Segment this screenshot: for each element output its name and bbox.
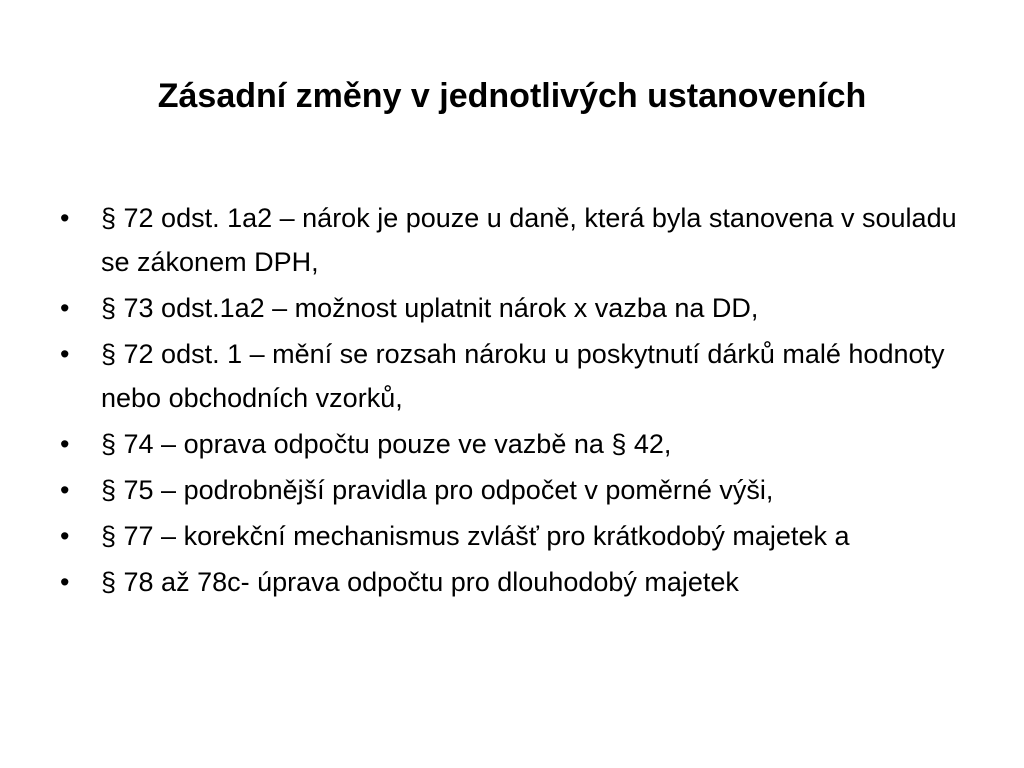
bullet-icon: • <box>60 429 70 459</box>
bullet-item <box>60 514 980 558</box>
bullet-icon: • <box>60 567 70 597</box>
bullet-item <box>60 422 980 466</box>
bullet-text: § 72 odst. 1a2 – nárok je pouze u daně, která byla stanovena v souladu se zákonem DPH, <box>101 203 957 277</box>
bullet-text: § 74 – oprava odpočtu pouze ve vazbě na § 42, <box>101 429 672 459</box>
slide-title: Zásadní změny v jednotlivých ustanoveních <box>157 77 867 115</box>
bullet-list <box>60 196 980 606</box>
bullet-text: § 77 – korekční mechanismus zvlášť pro krátkodobý majetek a <box>101 521 850 551</box>
bullet-icon: • <box>60 475 70 505</box>
bullet-icon: • <box>60 293 70 323</box>
bullet-icon: • <box>60 339 70 369</box>
bullet-item <box>60 286 980 330</box>
bullet-item <box>60 468 980 512</box>
bullet-icon: • <box>60 203 70 233</box>
bullet-text: § 78 až 78c- úprava odpočtu pro dlouhodobý majetek <box>101 567 739 597</box>
bullet-text: § 73 odst.1a2 – možnost uplatnit nárok x vazba na DD, <box>101 293 759 323</box>
bullet-item <box>60 332 980 420</box>
bullet-item <box>60 560 980 604</box>
bullet-text: § 75 – podrobnější pravidla pro odpočet v poměrné výši, <box>101 475 774 505</box>
bullet-text: § 72 odst. 1 – mění se rozsah nároku u poskytnutí dárků malé hodnoty nebo obchodních vzorků, <box>101 339 945 413</box>
bullet-icon: • <box>60 521 70 551</box>
bullet-item <box>60 196 980 284</box>
